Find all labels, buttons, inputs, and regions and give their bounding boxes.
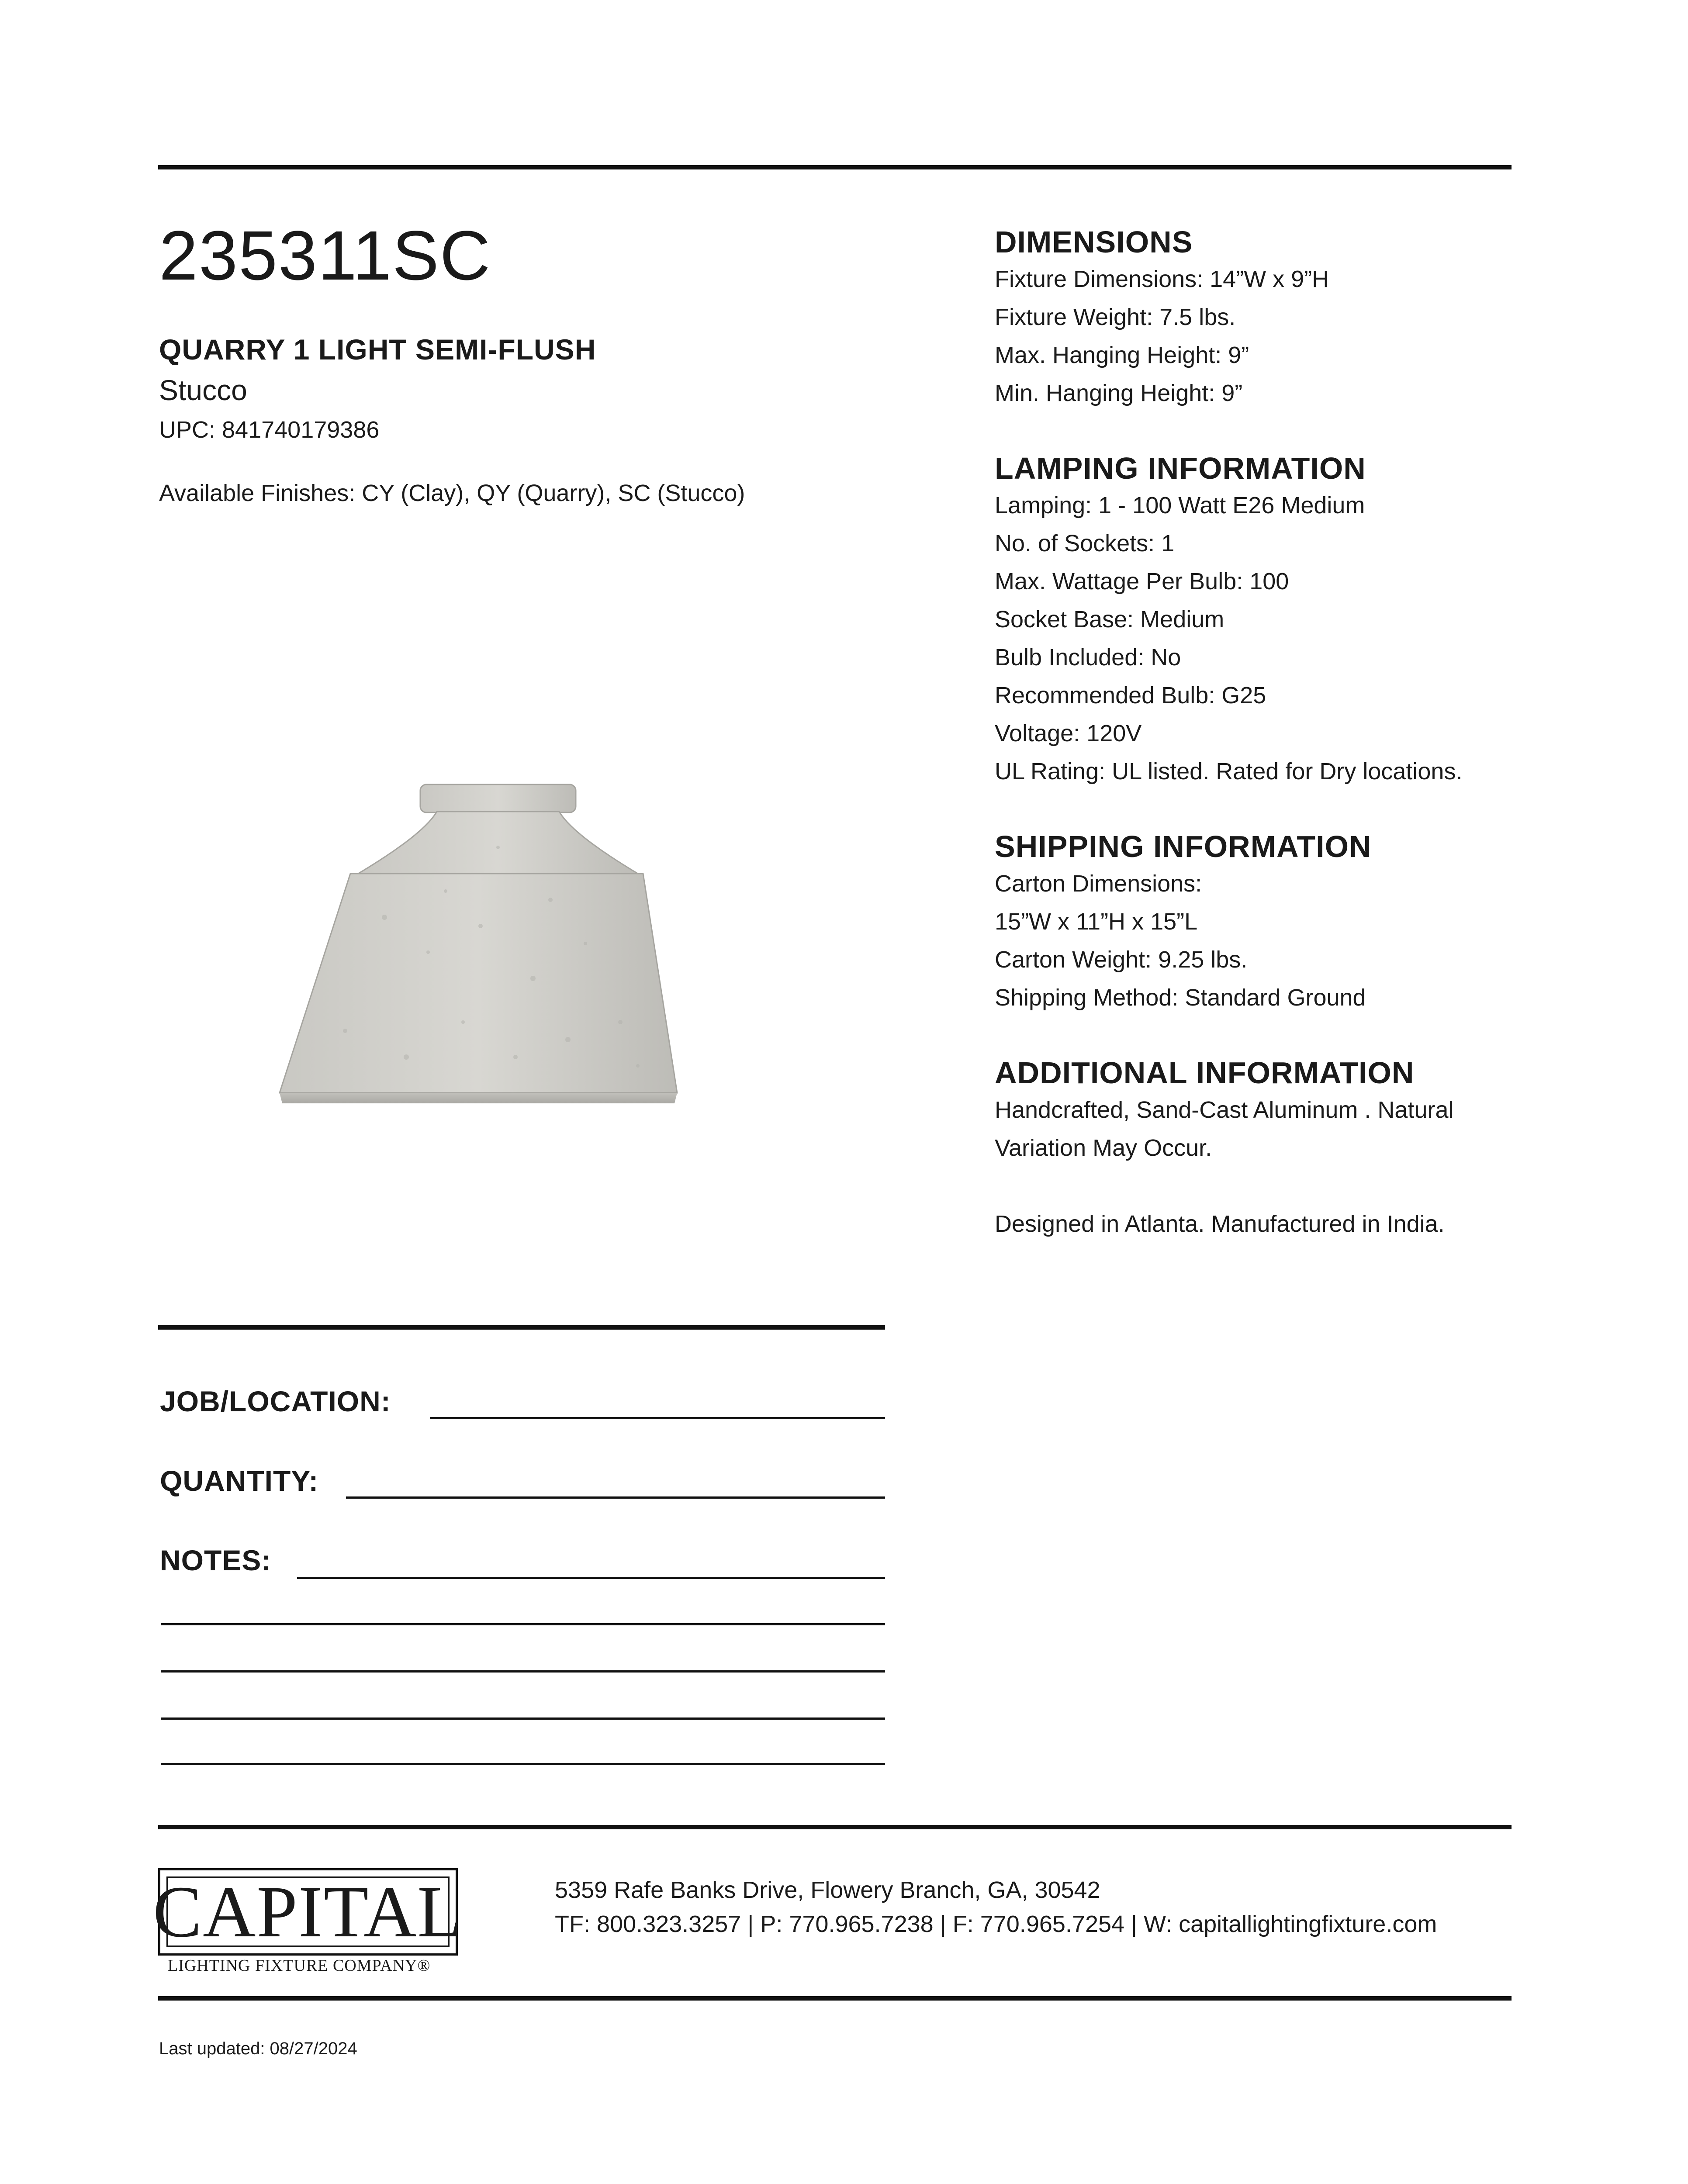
dimensions-line: Min. Hanging Height: 9” [995,380,1243,406]
notes-line[interactable] [161,1623,885,1625]
footer-bottom-rule [158,1996,1512,2001]
product-image [201,646,826,1241]
dimensions-line: Fixture Weight: 7.5 lbs. [995,304,1236,330]
lamping-section [995,450,1462,791]
lamping-line: Recommended Bulb: G25 [995,682,1266,708]
top-rule [158,165,1512,169]
product-sku: 235311SC [159,216,491,294]
lamping-line: UL Rating: UL listed. Rated for Dry locations. [995,758,1463,784]
dimensions-heading: DIMENSIONS [995,225,1193,259]
job-location-label: JOB/LOCATION: [160,1385,391,1417]
job-location-field[interactable] [430,1417,885,1419]
shipping-section [995,828,1372,1017]
shipping-line: Shipping Method: Standard Ground [995,985,1366,1011]
logo-subtitle: LIGHTING FIXTURE COMPANY® [168,1956,431,1975]
product-name: QUARRY 1 LIGHT SEMI-FLUSH [159,333,596,366]
lamping-line: Socket Base: Medium [995,606,1224,632]
company-contact: TF: 800.323.3257 | P: 770.965.7238 | F: 770.965.7254 | W: capitallightingfixture.com [555,1911,1437,1937]
shipping-line: 15”W x 11”H x 15”L [995,909,1198,935]
notes-line[interactable] [161,1763,885,1765]
lamping-line: Lamping: 1 - 100 Watt E26 Medium [995,492,1365,518]
last-updated: Last updated: 08/27/2024 [159,2039,357,2058]
lamping-line: No. of Sockets: 1 [995,530,1175,556]
lamping-heading: LAMPING INFORMATION [995,451,1366,485]
product-finish: Stucco [159,374,247,406]
ceiling-light-fixture-illustration [201,646,826,1241]
available-finishes: Available Finishes: CY (Clay), QY (Quarry), SC (Stucco) [159,480,745,506]
dimensions-line: Fixture Dimensions: 14”W x 9”H [995,266,1329,292]
dimensions-section [995,224,1329,412]
logo-wordmark: CAPITAL [153,1871,463,1952]
additional-section [995,1054,1454,1243]
lamping-line: Max. Wattage Per Bulb: 100 [995,568,1289,594]
additional-line: Variation May Occur. [995,1135,1212,1161]
quantity-field[interactable] [346,1496,885,1499]
form-top-rule [158,1325,885,1330]
company-logo [153,1868,463,1956]
notes-label: NOTES: [160,1544,272,1576]
dimensions-line: Max. Hanging Height: 9” [995,342,1249,368]
shipping-line: Carton Weight: 9.25 lbs. [995,947,1248,973]
additional-heading: ADDITIONAL INFORMATION [995,1056,1415,1090]
shipping-heading: SHIPPING INFORMATION [995,829,1372,864]
footer-top-rule [158,1825,1512,1829]
company-address: 5359 Rafe Banks Drive, Flowery Branch, GA, 30542 [555,1877,1100,1903]
additional-line-blank [995,1167,1454,1205]
lamping-line: Voltage: 120V [995,720,1142,746]
product-upc: UPC: 841740179386 [159,417,380,443]
additional-line: Designed in Atlanta. Manufactured in India. [995,1211,1445,1237]
quantity-label: QUANTITY: [160,1465,319,1497]
lamping-line: Bulb Included: No [995,644,1181,670]
notes-field[interactable] [297,1577,885,1579]
notes-line[interactable] [161,1717,885,1720]
additional-line: Handcrafted, Sand-Cast Aluminum . Natural [995,1097,1454,1123]
shipping-line: Carton Dimensions: [995,871,1202,897]
notes-line[interactable] [161,1670,885,1673]
